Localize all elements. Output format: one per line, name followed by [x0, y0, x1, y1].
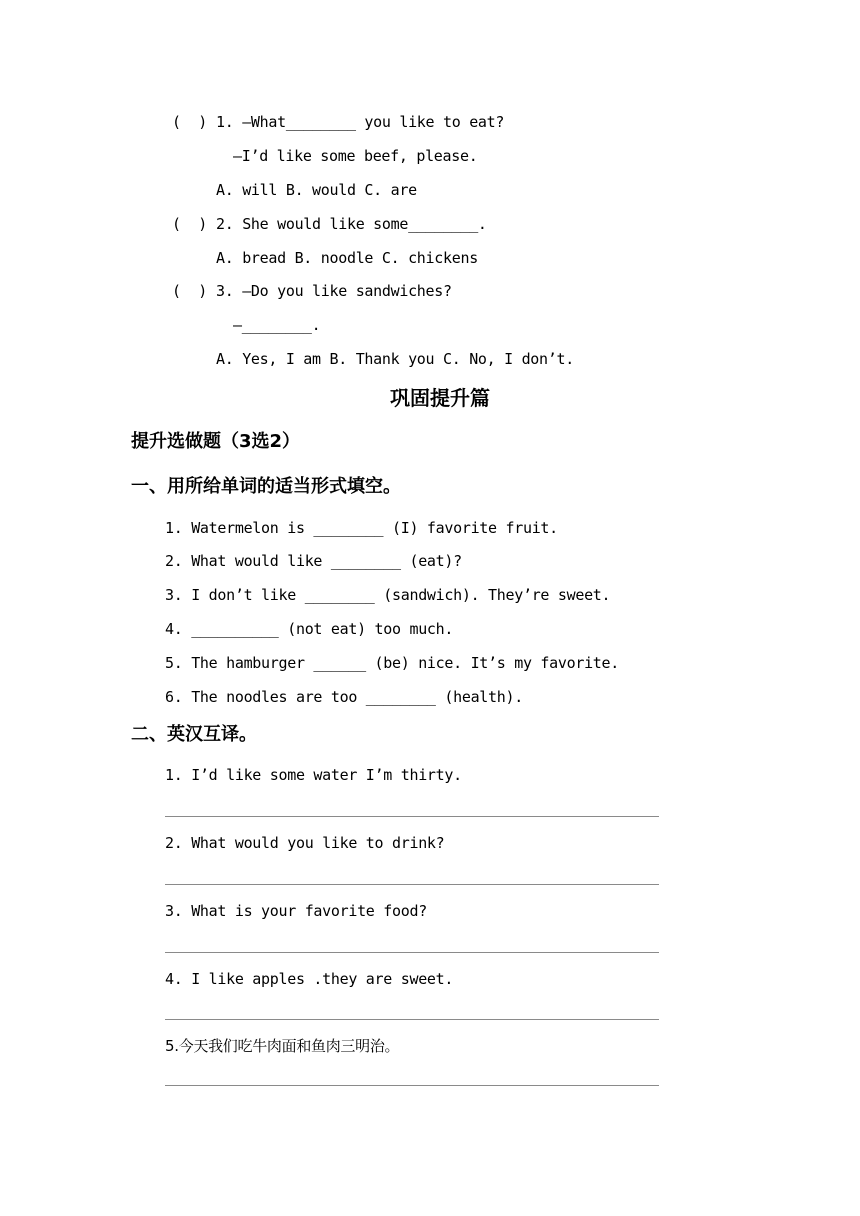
answer-line[interactable]: [165, 1085, 659, 1086]
part1-item: 2. What would like ________ (eat)?: [165, 552, 462, 570]
q1-options: A. will B. would C. are: [216, 181, 417, 199]
q1-stem: 1. —What________ you like to eat?: [216, 113, 505, 131]
part1-heading: 一、用所给单词的适当形式填空。: [131, 476, 401, 497]
q2-paren: ( ): [172, 215, 207, 233]
part2-item: 4. I like apples .they are sweet.: [165, 970, 454, 988]
q1-reply: —I’d like some beef, please.: [233, 147, 478, 165]
part1-item: 3. I don’t like ________ (sandwich). They’re sweet.: [165, 586, 611, 604]
section-title: 巩固提升篇: [390, 386, 490, 410]
q3-reply: —________.: [233, 316, 321, 334]
q2-options: A. bread B. noodle C. chickens: [216, 249, 478, 267]
subtitle: 提升选做题（3选2）: [131, 431, 301, 452]
q3-options: A. Yes, I am B. Thank you C. No, I don’t.: [216, 350, 574, 368]
part2-item: 3. What is your favorite food?: [165, 902, 427, 920]
part1-item: 1. Watermelon is ________ (I) favorite fruit.: [165, 519, 558, 537]
q2-stem: 2. She would like some________.: [216, 215, 487, 233]
answer-line[interactable]: [165, 1019, 659, 1020]
part2-item: 2. What would you like to drink?: [165, 834, 445, 852]
answer-line[interactable]: [165, 952, 659, 953]
part2-heading: 二、英汉互译。: [131, 724, 257, 745]
part2-item: 5.今天我们吃牛肉面和鱼肉三明治。: [165, 1037, 400, 1055]
part1-item: 5. The hamburger ______ (be) nice. It’s my favorite.: [165, 654, 620, 672]
part1-item: 4. __________ (not eat) too much.: [165, 620, 454, 638]
answer-line[interactable]: [165, 816, 659, 817]
part2-item: 1. I’d like some water I’m thirty.: [165, 766, 462, 784]
q3-stem: 3. —Do you like sandwiches?: [216, 282, 452, 300]
answer-line[interactable]: [165, 884, 659, 885]
q3-paren: ( ): [172, 282, 207, 300]
q1-paren: ( ): [172, 113, 207, 131]
part1-item: 6. The noodles are too ________ (health).: [165, 688, 523, 706]
